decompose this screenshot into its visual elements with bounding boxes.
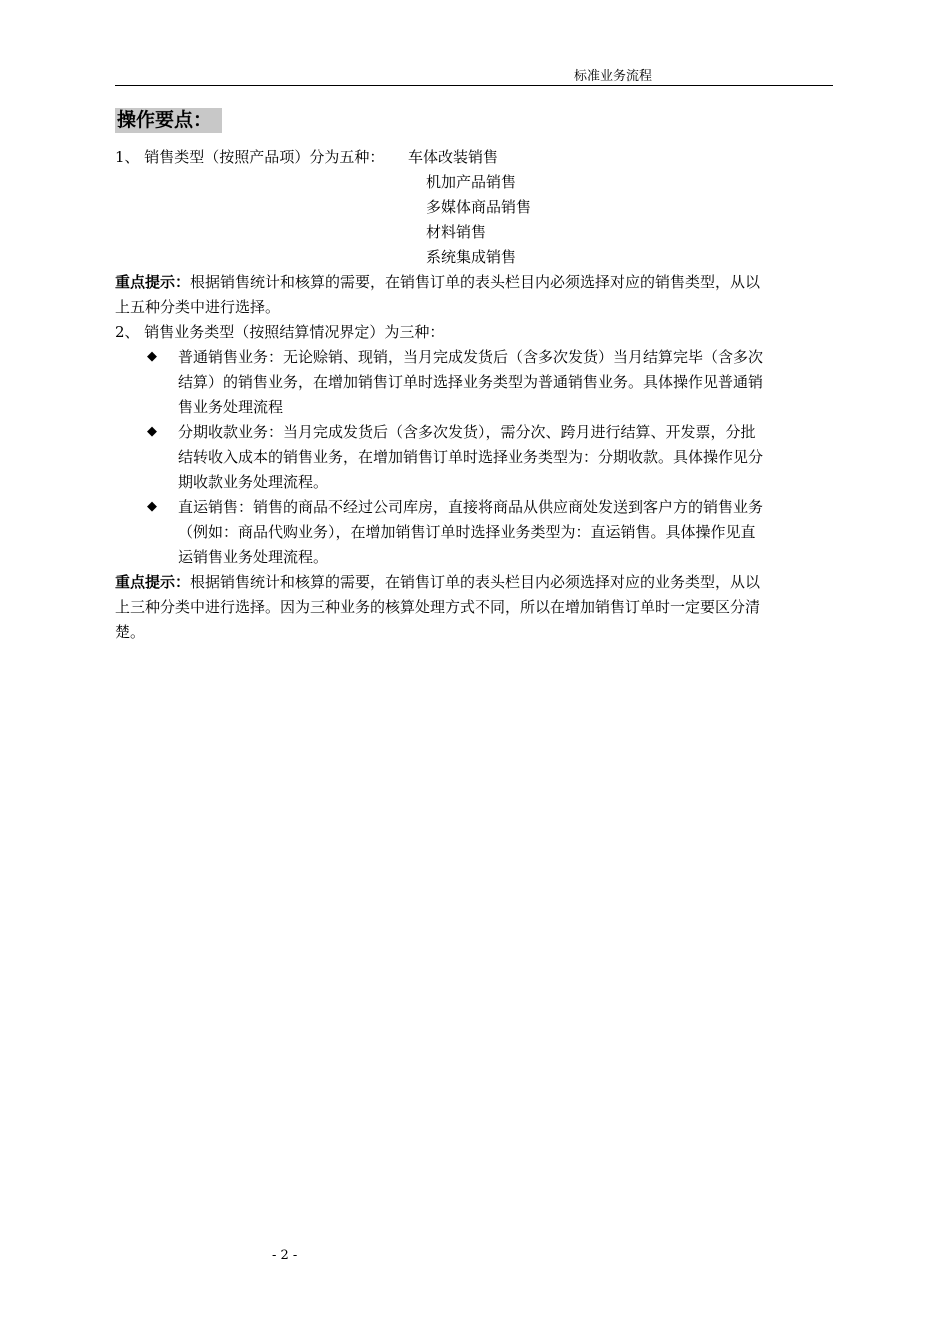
bullet-item-line: 售业务处理流程 [178, 398, 284, 416]
diamond-bullet-icon: ◆ [147, 499, 157, 514]
bullet-item-line: （例如：商品代购业务），在增加销售订单时选择业务类型为：直运销售。具体操作见直 [178, 523, 756, 541]
bullet-item-line: 期收款业务处理流程。 [178, 473, 329, 491]
bullet-item-line: 结转收入成本的销售业务，在增加销售订单时选择业务类型为：分期收款。具体操作见分 [178, 448, 764, 466]
tip1-line [115, 273, 760, 291]
sales-type-item: 材料销售 [426, 223, 487, 241]
sales-type-item: 多媒体商品销售 [426, 198, 532, 216]
tip2-text: 根据销售统计和核算的需要，在销售订单的表头栏目内必须选择对应的业务类型，从以 [190, 573, 761, 591]
bullet-item-line: 普通销售业务：无论赊销、现销，当月完成发货后（含多次发货）当月结算完毕（含多次 [178, 348, 764, 366]
bullet-item-line: 分期收款业务：当月完成发货后（含多次发货），需分次、跨月进行结算、开发票，分批 [178, 423, 756, 441]
diamond-bullet-icon: ◆ [147, 424, 157, 439]
sales-type-item: 车体改装销售 [408, 148, 499, 166]
section-heading: 操作要点： [115, 108, 222, 133]
tip1-label: 重点提示： [115, 273, 191, 291]
bullet-item-line: 运销售业务处理流程。 [178, 548, 329, 566]
bullet-item-line: 结算）的销售业务，在增加销售订单时选择业务类型为普通销售业务。具体操作见普通销 [178, 373, 764, 391]
header-title: 标准业务流程 [574, 69, 653, 84]
tip1-text: 根据销售统计和核算的需要，在销售订单的表头栏目内必须选择对应的销售类型，从以 [190, 273, 761, 291]
tip2-line [115, 573, 760, 591]
page-number: - 2 - [272, 1248, 298, 1263]
sales-type-item: 机加产品销售 [426, 173, 517, 191]
diamond-bullet-icon: ◆ [147, 349, 157, 364]
tip1-line: 上五种分类中进行选择。 [115, 298, 281, 316]
bullet-item-line: 直运销售：销售的商品不经过公司库房，直接将商品从供应商处发送到客户方的销售业务 [178, 498, 764, 516]
section2-intro: 2、 销售业务类型（按照结算情况界定）为三种： [115, 323, 445, 341]
section1-intro: 1、 销售类型（按照产品项）分为五种： [115, 148, 385, 166]
header-divider [115, 85, 833, 86]
sales-type-item: 系统集成销售 [426, 248, 517, 266]
tip2-line: 楚。 [115, 623, 146, 641]
tip2-label: 重点提示： [115, 573, 191, 591]
tip2-line: 上三种分类中进行选择。因为三种业务的核算处理方式不同，所以在增加销售订单时一定要区分清 [115, 598, 761, 616]
